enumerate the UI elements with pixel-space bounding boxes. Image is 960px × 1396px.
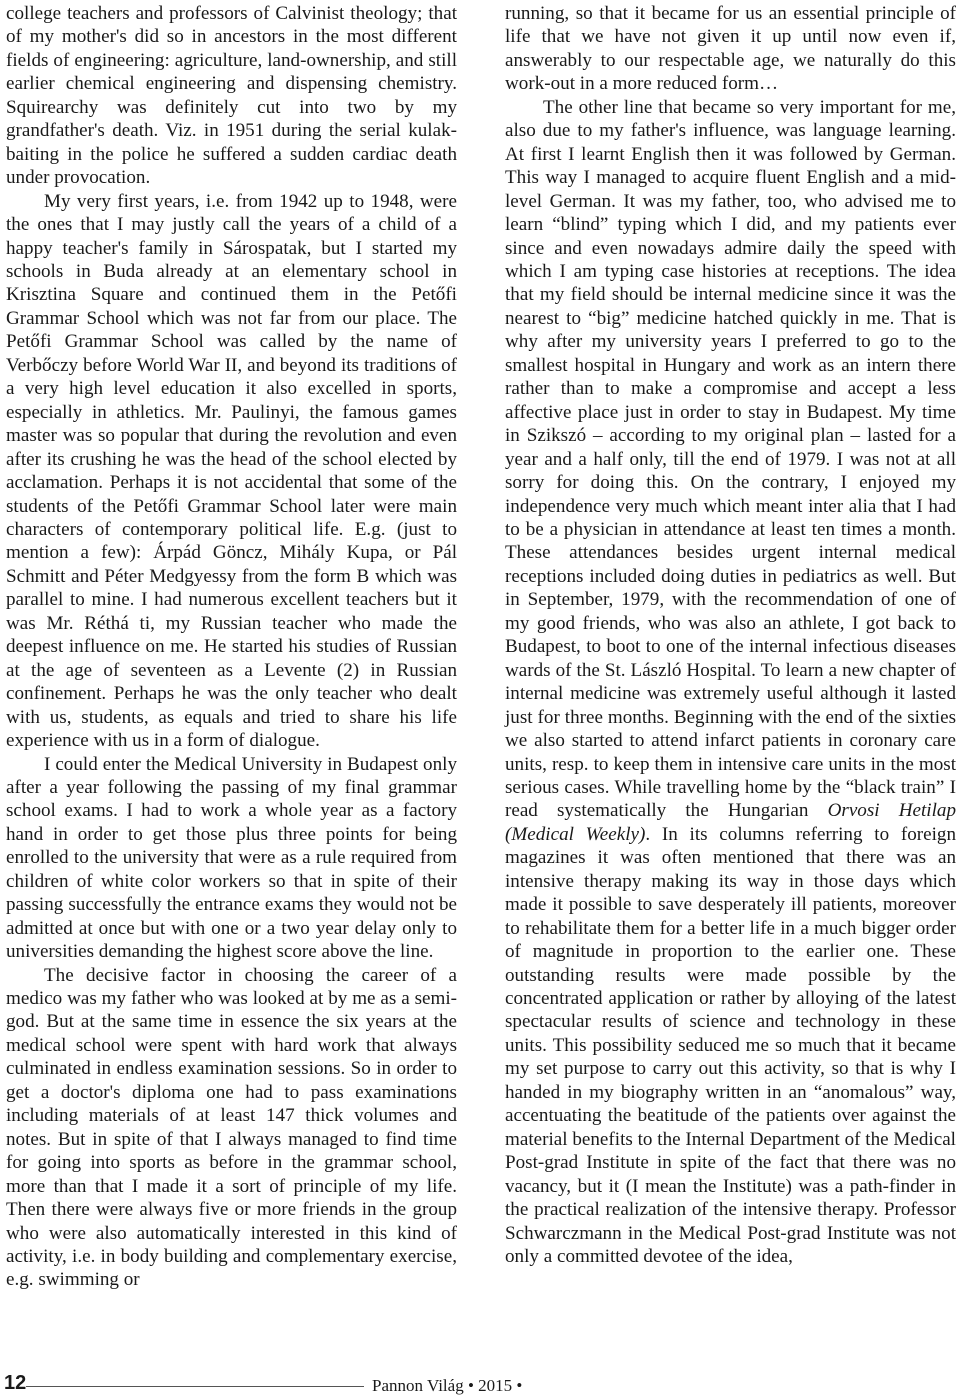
paragraph: The decisive factor in choosing the career of a medico was my father who was looked at by me as a semi-god. But at the same time in essence the six years at the medical school were spent with hard work that always culminated in endless examination sessions. So in order to get a doctor's diploma one had to pass examinations including materials of at least 147 thick volumes and notes. But in spite of that I always managed to find time for going into sports as before in the grammar school, more than that I made it a sort of principle of my life. Then there were always five or more friends in the group who were also automatically interested in this kind of activity, i.e. in body building and complementary exercise, e.g. swimming or — [6, 964, 457, 1291]
paragraph-text: . In its columns referring to foreign magazines it was often mentioned that there was an intensive therapy making its way in those days which made it possible to save desperately ill patients, moreover to rehabilitate them for a better life in a much bigger order of magnitude in proportion to the earlier one. These outstanding results were made possible by the concentrated application or rather by alloying of the latest spectacular results of science and technology in these units. This possibility seduced me so much that it became my set purpose to carry out this activity, so that is why I handed in my biography written in an “anomalous” way, accentuating the beatitude of the patients over against the material benefits to the Internal Department of the Medical Post-grad Institute in spite of the fact that there was no vacancy, but it (I mean the Institute) was a path-finder in the practical realization of the intensive therapy. Professor Schwarczmann in the Medical Post-grad Institute was not only a committed devotee of the idea, — [505, 823, 956, 1268]
journal-footer: Pannon Világ • 2015 • — [372, 1376, 523, 1395]
paragraph-text: The other line that became so very important for me, also due to my father's influence, was language learning. At first I learnt English then it was followed by German. This way I managed to acquire fluent English and a mid-level German. It was my father, too, who advised me to learn “blind” typing which I did, and my patients ever since and even nowadays admire daily the speed with which I am typing case histories at receptions. The idea that my field should be internal medicine since it was the nearest to “big” medicine hatched quickly in me. That is why after my university years I preferred to go to the smallest hospital in Hungary and work as an intern there rather than to make a compromise and accept a less affective place just in order to stay in Budapest. My time in Szikszó – according to my original plan – lasted for a year and a half only, till the end of 1979. I was not at all sorry for doing this. On the contrary, I enjoyed my independence very much which meant inter alia that I had to be a physician in attendance at least ten times a month. These attendances besides urgent internal medical receptions included doing duties in pediatrics as well. But in September, 1979, with the recommendation of one of my good friends, who was also an athlete, I got back to Budapest, to boot to one of the internal infectious diseases wards of the St. László Hospital. To learn a new chapter of internal medicine was extremely useful although it lasted just for three months. Beginning with the end of the sixties we also started to attend infarct patients in coronary care units, resp. to keep them in intensive care units in the most serious cases. While travelling home by the “black train” I read systematically the Hungarian — [505, 96, 956, 822]
paragraph: running, so that it became for us an essential principle of life that we have not given it up until now even if, answerably to our respectable age, we naturally do this work-out in a more reduced form… — [505, 3, 956, 95]
footer-divider — [26, 1386, 364, 1387]
left-column — [6, 2, 457, 1292]
paragraph: college teachers and professors of Calvinist theology; that of my mother's did so in ancestors in the most different fields of engineering: agriculture, land-ownership, and still earlier chemical engineering and dispensing chemistry. Squirearchy was definitely cut into two by my grandfather's death. Viz. in 1951 during the serial kulak-baiting in the police he suffered a sudden cardiac death under provocation. — [6, 3, 457, 189]
page-footer — [0, 1362, 960, 1396]
paragraph: I could enter the Medical University in Budapest only after a year following the passing of my final grammar school exams. I had to work a whole year as a factory hand in order to get those plus three points for being enrolled to the university that were as a rule required from children of white color workers so that in spite of their passing successfully the entrance exams they would not be admitted at once but with one or a two year delay only to universities demanding the highest score above the line. — [6, 753, 457, 963]
journal-title: Orvosi Hetilap (Medical Weekly) — [505, 800, 956, 845]
page-number: 12 — [4, 1372, 27, 1394]
paragraph — [505, 96, 956, 1269]
paragraph: My very first years, i.e. from 1942 up to 1948, were the ones that I may justly call the years of a child of a happy teacher's family in Sárospatak, but I started my schools in Buda already at an elementary school in Krisztina Square and continued them in the Petőfi Grammar School which was not far from our place. The Petőfi Grammar School was called by the name of Verbőczy before World War II, and beyond its traditions of a very high level education it also excelled in sports, especially in athletics. Mr. Paulinyi, the famous games master was so popular that during the revolution and even after its crushing he was the head of the school elected by acclamation. Perhaps it is not accidental that some of the students of the Petőfi Grammar School later were main characters of contemporary political life. E.g. (just to mention a few): Árpád Göncz, Mihály Kupa, or Pál Schmitt and Péter Medgyessy from the form B which was parallel to mine. I had numerous excellent teachers but it was Mr. Réthá ti, my Russian teacher who made the deepest influence on me. He started his studies of Russian at the age of seventeen as a Levente (2) in Russian confinement. Perhaps he was the only teacher who dealt with us, students, as equals and tried to share his life experience with us in a form of dialogue. — [6, 190, 457, 752]
right-column — [505, 2, 956, 1268]
